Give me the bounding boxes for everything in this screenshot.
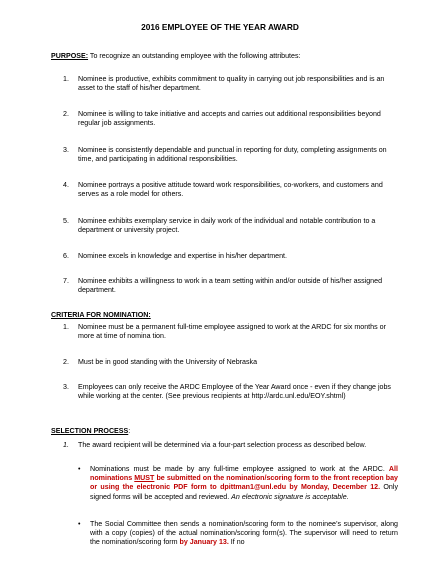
purpose-item-num: 5. [63,217,69,225]
criteria-item: Nominee must be a permanent full-time employee assigned to work at the ARDC for six months or more at time of nomina tion. [78,323,386,341]
bullet: • [78,465,81,473]
purpose-item-num: 6. [63,252,69,260]
selection-heading: SELECTION PROCESS [51,427,129,435]
purpose-item: Nominee excels in knowledge and expertise in his/her department. [78,252,287,260]
selection-bullet-1 [90,465,398,502]
purpose-item: Nominee is consistently dependable and punctual in reporting for duty, completing assignments on time, and participating in additional responsibilities. [78,146,387,164]
purpose-item: Nominee portrays a positive attitude toward work responsibilities, co-workers, and customers and serves as a role model for others. [78,181,383,199]
selection-heading-line [51,427,130,436]
bullet-1-red-a: All nominations [90,465,398,483]
selection-bullet-2 [90,520,398,548]
purpose-item-num: 3. [63,146,69,154]
purpose-item: Nominee exhibits a willingness to work in a team setting within and/or outside of his/her assigned department. [78,277,383,295]
purpose-intro: To recognize an outstanding employee with the following attributes: [89,52,301,60]
bullet-1-must: MUST [134,474,155,483]
bullet-2-text: The Social Committee then sends a nomination/scoring form to the nominee’s supervisor, along with a copy (copies) of the actual nomination/scoring form(s). The supervisor will need to return the nomination/scoring form [90,520,398,547]
bullet-2-red: by January 13. [179,538,229,547]
selection-item: The award recipient will be determined via a four-part selection process as described below. [78,441,367,449]
criteria-item: Employees can only receive the ARDC Employee of the Year Award once - even if they change jobs while working at the center. (See previous recipients at http://ardc.unl.edu/EOY.shtml) [78,383,391,401]
purpose-intro-line [51,52,300,61]
criteria-item-num: 2. [63,358,69,366]
purpose-item: Nominee is productive, exhibits commitment to quality in carrying out job responsibilities and is an asset to the staff of his/her department. [78,75,385,93]
purpose-item: Nominee is willing to take initiative and accepts and carries out additional responsibilities beyond regular job assignments. [78,110,381,128]
bullet-2-text-b: If no [228,538,245,547]
bullet-1-text: Nominations must be made by any full-time employee assigned to work at the ARDC. [90,465,385,473]
purpose-item-num: 7. [63,277,69,285]
bullet-1-red-b: be submitted on the nomination/scoring form to the front reception bay or using the electronic PDF form to dpittman1@unl.edu by Monday, December 12. [90,474,398,492]
purpose-item-num: 2. [63,110,69,118]
page-title: 2016 EMPLOYEE OF THE YEAR AWARD [141,22,299,32]
selection-heading-colon: : [128,427,131,435]
bullet: • [78,520,81,528]
criteria-heading: CRITERIA FOR NOMINATION: [51,311,151,319]
purpose-item: Nominee exhibits exemplary service in daily work of the individual and notable contribution to a department or university project. [78,217,376,235]
criteria-item: Must be in good standing with the University of Nebraska [78,358,258,366]
bullet-1-italic: An electronic signature is acceptable. [231,492,349,501]
criteria-item-num: 1. [63,323,69,331]
bullet-1-text-b: Only signed forms will be accepted and reviewed. [90,483,398,501]
purpose-heading: PURPOSE: [51,52,89,60]
selection-item-num: 1. [63,441,69,449]
purpose-item-num: 1. [63,75,69,83]
purpose-item-num: 4. [63,181,69,189]
criteria-item-num: 3. [63,383,69,391]
